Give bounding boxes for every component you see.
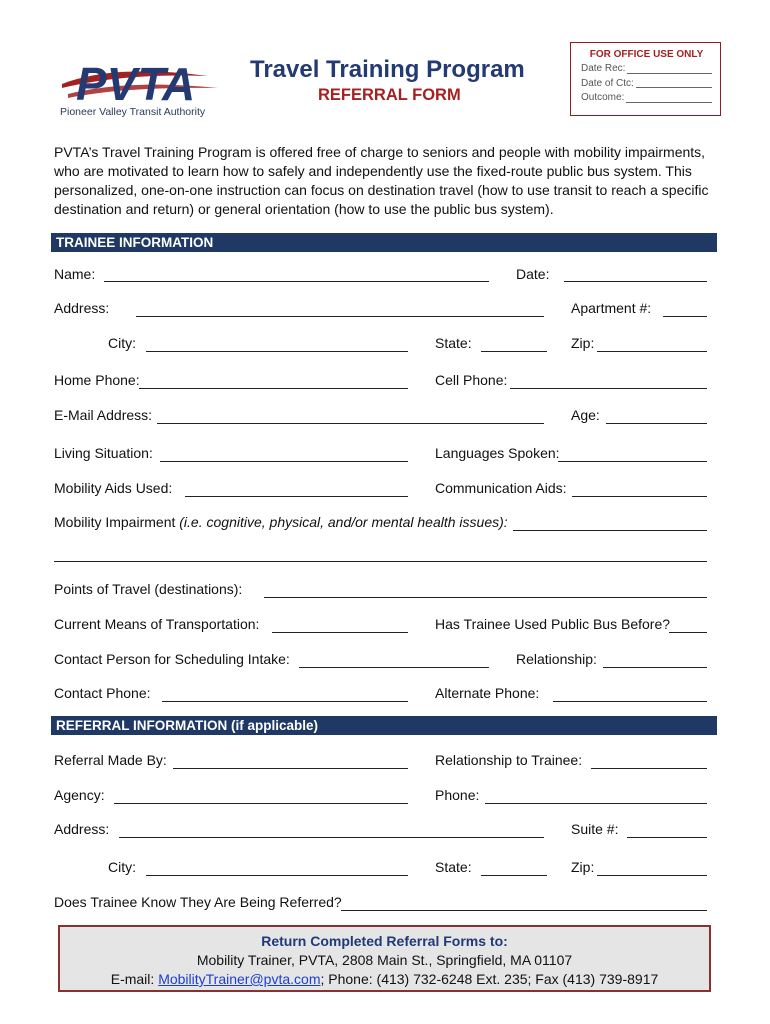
contact-person-field[interactable]: [299, 667, 489, 668]
cell-phone-label: Cell Phone:: [435, 372, 508, 388]
referral-city-field[interactable]: [146, 875, 408, 876]
cell-phone-field[interactable]: [510, 388, 707, 389]
return-address: Mobility Trainer, PVTA, 2808 Main St., Springfield, MA 01107: [196, 952, 573, 968]
referral-zip-label: Zip:: [571, 859, 595, 875]
office-date-rec-label: Date Rec:: [581, 63, 626, 74]
referral-phone-field[interactable]: [485, 803, 707, 804]
knows-referred-field[interactable]: [341, 910, 707, 911]
used-bus-field[interactable]: [669, 632, 707, 633]
referral-address-field[interactable]: [119, 837, 544, 838]
mobility-impairment-field-2[interactable]: [54, 561, 707, 562]
communication-aids-label: Communication Aids:: [435, 480, 567, 496]
current-means-label: Current Means of Transportation:: [54, 616, 260, 632]
zip-field[interactable]: [597, 351, 707, 352]
referral-phone-label: Phone:: [435, 787, 480, 803]
home-phone-label: Home Phone:: [54, 372, 140, 388]
communication-aids-field[interactable]: [572, 496, 707, 497]
relationship-to-trainee-field[interactable]: [591, 768, 707, 769]
referral-address-label: Address:: [54, 821, 110, 837]
office-use-heading: FOR OFFICE USE ONLY: [589, 49, 704, 60]
mobility-impairment-label: Mobility Impairment: [54, 514, 176, 530]
name-field[interactable]: [104, 281, 489, 282]
apartment-label: Apartment #:: [571, 300, 652, 316]
office-date-ctc-field[interactable]: [636, 77, 712, 89]
office-date-ctc-row: [581, 77, 712, 92]
suite-field[interactable]: [627, 837, 707, 838]
zip-label: Zip:: [571, 335, 595, 351]
languages-label: Languages Spoken:: [435, 445, 560, 461]
return-contact-line: [60, 970, 709, 989]
office-outcome-label: Outcome:: [581, 92, 625, 103]
office-date-rec-field[interactable]: [627, 62, 712, 74]
used-bus-label: Has Trainee Used Public Bus Before?: [435, 616, 671, 632]
alternate-phone-label: Alternate Phone:: [435, 685, 540, 701]
apartment-field[interactable]: [663, 316, 707, 317]
trainee-section-heading: TRAINEE INFORMATION: [51, 233, 717, 252]
relationship-label: Relationship:: [516, 651, 597, 667]
intro-paragraph: PVTA’s Travel Training Program is offered free of charge to seniors and people with mobility impairments, who are motivated to learn how to safely and independently use the fixed-route public bus system. This personalized, one-on-one instruction can focus on destination travel (how to use transit to reach a specific destination and return) or general orientation (how to use the public bus system).: [54, 144, 709, 217]
home-phone-field[interactable]: [139, 388, 408, 389]
alternate-phone-field[interactable]: [553, 701, 707, 702]
mobility-impairment-hint: (i.e. cognitive, physical, and/or mental health issues):: [179, 514, 508, 530]
referral-state-field[interactable]: [481, 875, 547, 876]
return-instructions-title: Return Completed Referral Forms to:: [261, 933, 508, 949]
logo-subtitle: Pioneer Valley Transit Authority: [60, 106, 206, 118]
agency-label: Agency:: [54, 787, 105, 803]
office-date-ctc-label: Date of Ctc:: [581, 77, 634, 89]
referral-city-label: City:: [108, 859, 136, 875]
suite-label: Suite #:: [571, 821, 619, 837]
mobility-aids-label: Mobility Aids Used:: [54, 480, 173, 496]
email-field[interactable]: [157, 423, 544, 424]
referral-made-by-label: Referral Made By:: [54, 752, 167, 768]
contact-phone-label: Contact Phone:: [54, 685, 151, 701]
date-label: Date:: [516, 266, 550, 282]
page-subtitle: REFERRAL FORM: [318, 86, 461, 104]
age-label: Age:: [571, 407, 600, 423]
points-of-travel-label: Points of Travel (destinations):: [54, 581, 243, 597]
name-label: Name:: [54, 266, 96, 282]
address-label: Address:: [54, 300, 110, 316]
state-field[interactable]: [481, 351, 547, 352]
current-means-field[interactable]: [272, 632, 408, 633]
mobility-impairment-row: [54, 514, 508, 531]
page-title: Travel Training Program: [250, 56, 525, 83]
living-situation-field[interactable]: [160, 461, 408, 462]
city-label: City:: [108, 335, 136, 351]
referral-made-by-field[interactable]: [173, 768, 408, 769]
office-outcome-row: [581, 91, 712, 106]
address-field[interactable]: [136, 316, 544, 317]
contact-phone-field[interactable]: [162, 701, 408, 702]
office-date-rec-row: [581, 62, 712, 77]
state-label: State:: [435, 335, 472, 351]
mobility-aids-field[interactable]: [185, 496, 408, 497]
email-prefix: E-mail:: [110, 971, 159, 987]
phone-fax-text: ; Phone: (413) 732-6248 Ext. 235; Fax (413) 739-8917: [320, 971, 659, 987]
office-use-box: [570, 42, 721, 116]
return-instructions-box: [58, 925, 711, 992]
relationship-field[interactable]: [603, 667, 707, 668]
living-situation-label: Living Situation:: [54, 445, 153, 461]
languages-field[interactable]: [558, 461, 707, 462]
logo-text: PVTA: [76, 58, 196, 110]
contact-person-label: Contact Person for Scheduling Intake:: [54, 651, 290, 667]
knows-referred-label: Does Trainee Know They Are Being Referred?: [54, 894, 342, 910]
referral-zip-field[interactable]: [597, 875, 707, 876]
age-field[interactable]: [606, 423, 707, 424]
mobility-trainer-email-link[interactable]: MobilityTrainer@pvta.com: [158, 971, 321, 987]
points-of-travel-field[interactable]: [264, 597, 707, 598]
mobility-impairment-field[interactable]: [513, 530, 707, 531]
email-label: E-Mail Address:: [54, 407, 153, 423]
office-outcome-field[interactable]: [626, 91, 712, 103]
city-field[interactable]: [146, 351, 408, 352]
relationship-to-trainee-label: Relationship to Trainee:: [435, 752, 583, 768]
referral-section-heading: REFERRAL INFORMATION (if applicable): [51, 716, 717, 735]
date-field[interactable]: [564, 281, 707, 282]
referral-state-label: State:: [435, 859, 472, 875]
agency-field[interactable]: [114, 803, 408, 804]
